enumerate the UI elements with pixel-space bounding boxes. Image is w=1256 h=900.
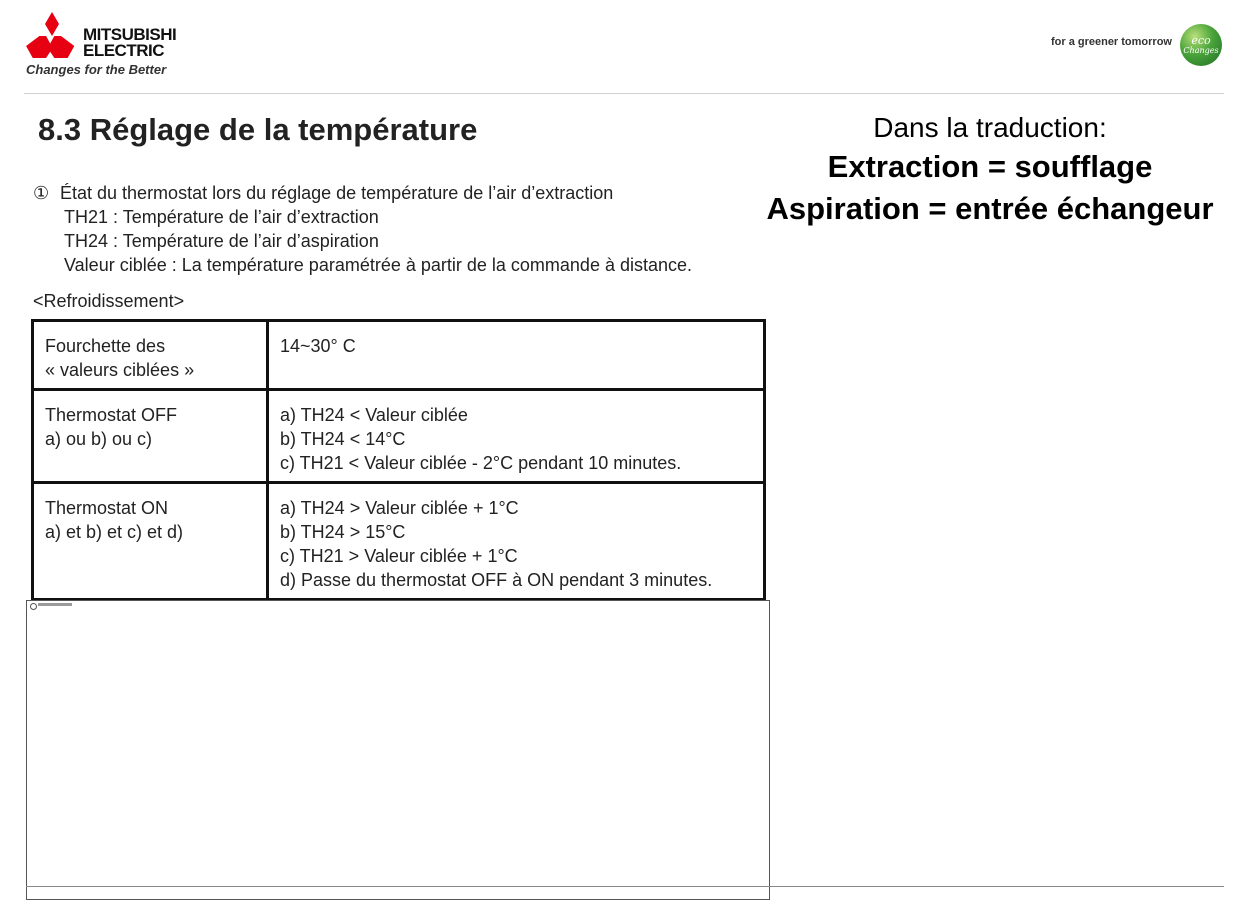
cell-line: b) TH24 < 14°C xyxy=(280,429,406,449)
cell-line: a) TH24 < Valeur ciblée xyxy=(280,405,468,425)
eco-badge-line1: eco xyxy=(1191,34,1211,47)
header-divider xyxy=(24,93,1224,94)
thermostat-intro xyxy=(33,181,692,277)
cell-line: Fourchette des xyxy=(45,336,166,356)
thermostat-settings-table xyxy=(31,319,766,601)
eco-changes-badge-icon xyxy=(1180,24,1222,66)
table-row xyxy=(33,321,765,390)
three-diamonds-icon xyxy=(26,12,78,58)
intro-line-2: TH21 : Température de l’air d’extraction xyxy=(64,207,379,227)
cell-line: Thermostat ON xyxy=(45,498,169,518)
cell-line: a) ou b) ou c) xyxy=(45,429,153,449)
cell-line: c) TH21 < Valeur ciblée - 2°C pendant 10 minutes. xyxy=(280,453,682,473)
eco-slogan: for a greener tomorrow xyxy=(1050,36,1172,48)
table-cell-label xyxy=(33,390,268,483)
brand-name-line2: ELECTRIC xyxy=(83,41,164,60)
cell-line: Thermostat OFF xyxy=(45,405,178,425)
table-row xyxy=(33,483,765,600)
cell-line: b) TH24 > 15°C xyxy=(280,522,406,542)
cell-line: d) Passe du thermostat OFF à ON pendant 3 minutes. xyxy=(280,570,713,590)
translation-aspiration: Aspiration = entrée échangeur xyxy=(766,191,1214,226)
table-cell-value xyxy=(268,483,765,600)
cooling-label: <Refroidissement> xyxy=(33,291,185,311)
eco-badge-line2: Changes xyxy=(1183,46,1219,55)
cell-line: a) et b) et c) et d) xyxy=(45,522,184,542)
section-title: 8.3 Réglage de la température xyxy=(38,112,478,147)
cell-line: c) TH21 > Valeur ciblée + 1°C xyxy=(280,546,518,566)
frame-caption-placeholder xyxy=(38,603,72,606)
embedded-image-frame xyxy=(26,600,770,900)
table-cell-label xyxy=(33,483,268,600)
brand-tagline: Changes for the Better xyxy=(26,62,167,77)
intro-line xyxy=(33,181,692,205)
intro-line-1: État du thermostat lors du réglage de température de l’air d’extraction xyxy=(60,183,614,203)
footer-divider xyxy=(26,886,1224,887)
mitsubishi-electric-logo xyxy=(26,12,206,82)
table-row xyxy=(33,390,765,483)
table-cell-value xyxy=(268,390,765,483)
cell-line: « valeurs ciblées » xyxy=(45,360,195,380)
table-cell-value xyxy=(268,321,765,390)
circled-one-marker: ① xyxy=(33,183,50,203)
intro-line-4: Valeur ciblée : La température paramétrée à partir de la commande à distance. xyxy=(64,255,693,275)
brand-name-line1: MITSUBISHI xyxy=(83,25,177,44)
translation-note xyxy=(735,110,1245,230)
intro-line-3: TH24 : Température de l’air d’aspiration xyxy=(64,231,379,251)
table-cell-label xyxy=(33,321,268,390)
cell-line: a) TH24 > Valeur ciblée + 1°C xyxy=(280,498,519,518)
cell-line: 14~30° C xyxy=(280,336,356,356)
frame-caption-icon xyxy=(30,603,37,610)
translation-extraction: Extraction = soufflage xyxy=(827,149,1153,184)
translation-heading: Dans la traduction: xyxy=(873,112,1107,143)
